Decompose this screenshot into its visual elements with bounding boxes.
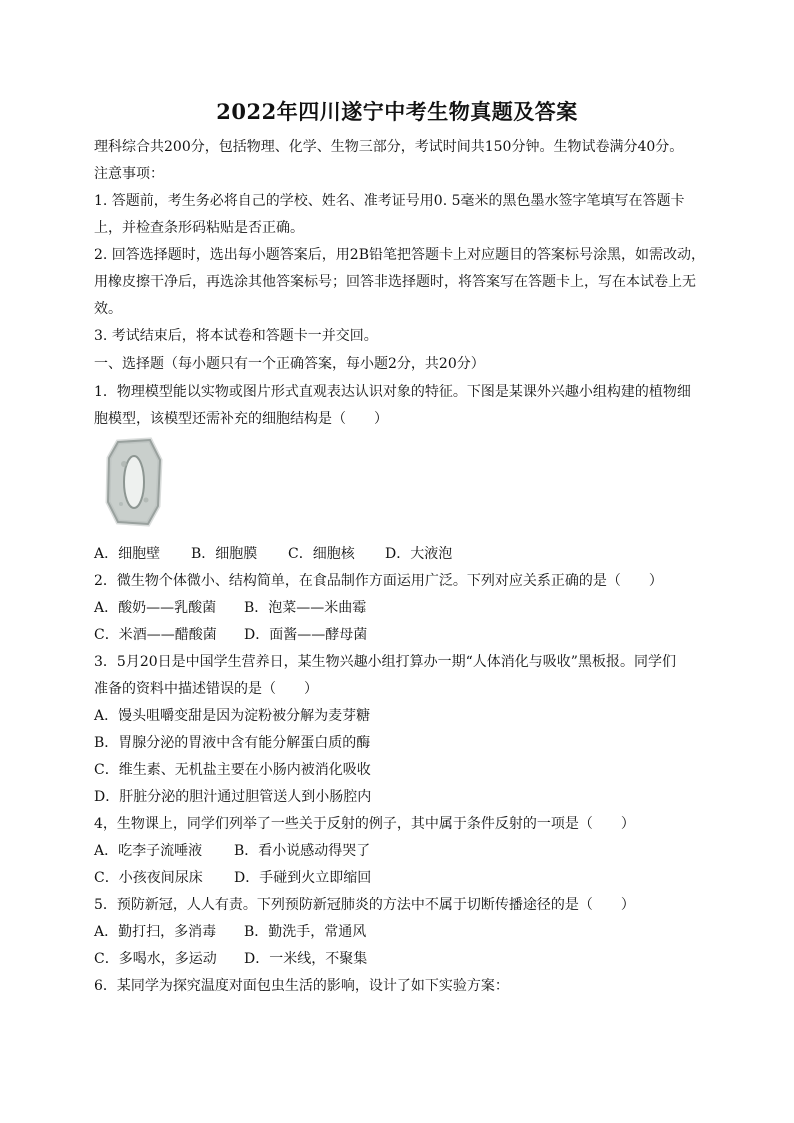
notice-line: 用橡皮擦干净后，再选涂其他答案标号；回答非选择题时，将答案写在答题卡上，写在本试卷上无 <box>94 274 696 290</box>
question-2-options <box>94 599 714 617</box>
option-a[interactable]: A．吃李子流唾液 <box>94 843 203 859</box>
option-a[interactable]: A．酸奶——乳酸菌 <box>94 600 217 616</box>
question-5-options <box>94 950 714 968</box>
option-c[interactable]: C．维生素、无机盐主要在小肠内被消化吸收 <box>94 762 371 778</box>
question-2-text: 2．微生物个体微小、结构简单，在食品制作方面运用广泛。下列对应关系正确的是（ ） <box>94 573 663 589</box>
question-2-options <box>94 626 714 644</box>
option-b[interactable]: B．胃腺分泌的胃液中含有能分解蛋白质的酶 <box>94 735 371 751</box>
option-a[interactable]: A．细胞壁 <box>94 546 161 562</box>
question-4-text: 4，生物课上，同学们列举了一些关于反射的例子，其中属于条件反射的一项是（ ） <box>94 816 635 832</box>
option-b[interactable]: B．泡菜——米曲霉 <box>244 600 367 616</box>
notice-line: 3. 考试结束后，将本试卷和答题卡一并交回。 <box>94 328 378 344</box>
section-heading: 一、选择题（每小题只有一个正确答案，每小题2分，共20分） <box>94 356 485 372</box>
option-c[interactable]: C．细胞核 <box>288 546 355 562</box>
notice-line: 效。 <box>94 301 122 317</box>
option-c[interactable]: C．小孩夜间尿床 <box>94 870 203 886</box>
notice-line: 2. 回答选择题时，选出每小题答案后，用2B铅笔把答题卡上对应题目的答案标号涂黑，如需改动， <box>94 247 706 263</box>
question-1-text-cont: 胞模型，该模型还需补充的细胞结构是（ ） <box>94 411 388 427</box>
question-3-text-cont: 准备的资料中描述错误的是（ ） <box>94 681 318 697</box>
question-5-options <box>94 923 714 941</box>
option-d[interactable]: D．一米线，不聚集 <box>244 951 368 967</box>
question-3-text: 3．5月20日是中国学生营养日，某生物兴趣小组打算办一期“人体消化与吸收”黑板报。同学们 <box>94 654 676 670</box>
option-c[interactable]: C．多喝水，多运动 <box>94 951 217 967</box>
option-b[interactable]: B．勤洗手，常通风 <box>244 924 367 940</box>
option-d[interactable]: D．大液泡 <box>385 546 453 562</box>
option-a[interactable]: A．馒头咀嚼变甜是因为淀粉被分解为麦芽糖 <box>94 708 371 724</box>
option-d[interactable]: D．手碰到火立即缩回 <box>234 870 372 886</box>
option-d[interactable]: D．面酱——酵母菌 <box>244 627 368 643</box>
notice-heading: 注意事项： <box>94 166 164 182</box>
question-1-options <box>94 545 714 563</box>
question-5-text: 5．预防新冠，人人有责。下列预防新冠肺炎的方法中不属于切断传播途径的是（ ） <box>94 897 635 913</box>
option-d[interactable]: D．肝脏分泌的胆汁通过胆管送人到小肠腔内 <box>94 789 372 805</box>
question-4-options <box>94 869 714 887</box>
page-title: 2022年四川遂宁中考生物真题及答案 <box>216 99 578 124</box>
intro-text: 理科综合共200分，包括物理、化学、生物三部分，考试时间共150分钟。生物试卷满分40分。 <box>94 139 684 155</box>
option-c[interactable]: C．米酒——醋酸菌 <box>94 627 217 643</box>
question-6-text: 6．某同学为探究温度对面包虫生活的影响，设计了如下实验方案： <box>94 978 509 994</box>
notice-line: 1. 答题前，考生务必将自己的学校、姓名、准考证号用0. 5毫米的黑色墨水签字笔填写在答题卡 <box>94 193 685 209</box>
option-b[interactable]: B．看小说感动得哭了 <box>234 843 371 859</box>
option-a[interactable]: A．勤打扫，多消毒 <box>94 924 217 940</box>
option-b[interactable]: B．细胞膜 <box>191 546 258 562</box>
question-4-options <box>94 842 714 860</box>
question-1-text: 1．物理模型能以实物或图片形式直观表达认识对象的特征。下图是某课外兴趣小组构建的植物细 <box>94 384 691 400</box>
plant-cell-model-image <box>104 436 164 528</box>
notice-line: 上，并检查条形码粘贴是否正确。 <box>94 220 304 236</box>
